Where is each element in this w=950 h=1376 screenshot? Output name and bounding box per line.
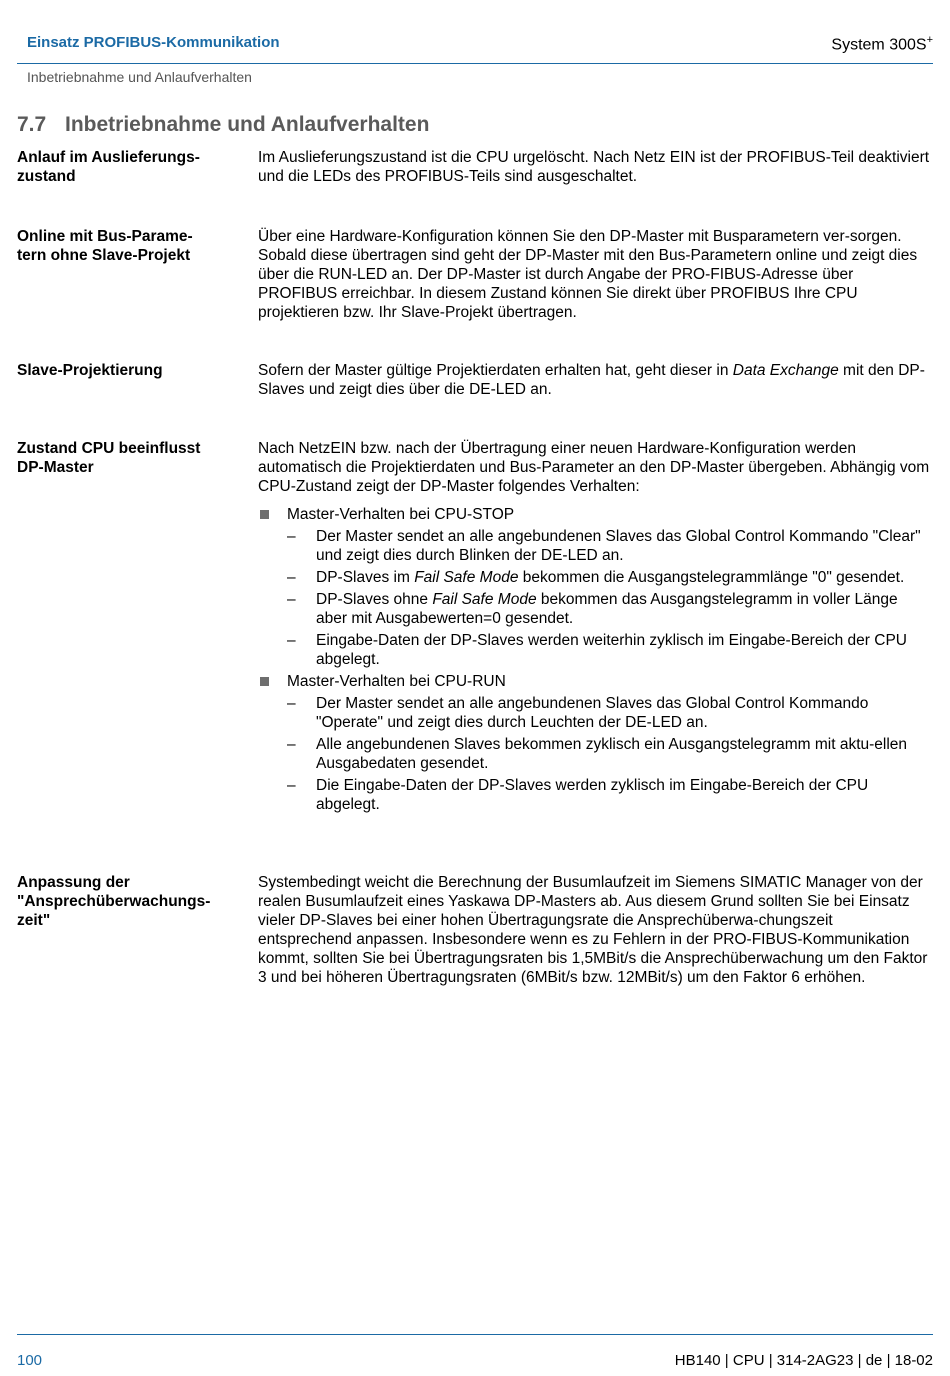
dash-icon: – <box>287 777 296 794</box>
text-segment: mit den DP-Slaves und zeigt dies über die DE-LED an. <box>258 362 925 398</box>
row-text-online: Über eine Hardware-Konfiguration können Sie den DP-Master mit Busparametern ver-sorgen. Sobald diese übertragen sind geht der DP-Master mit den Bus-Parametern online und zeigt dies über die RUN-LED an. Der DP-Master ist durch Angabe der PRO-FIBUS-Adresse über PROFIBUS erreichbar. In diesem Zustand können Sie direkt über PROFIBUS Ihre CPU projektieren bzw. Ihr Slave-Projekt übertragen. <box>258 228 918 321</box>
bullet-item-stop <box>258 505 930 669</box>
dash-icon: – <box>287 528 296 545</box>
footer-divider <box>17 1334 933 1335</box>
row-label-zustand-cpu: Zustand CPU beeinflusst DP-Master <box>17 440 201 476</box>
dash-text: Der Master sendet an alle angebundenen Slaves das Global Control Kommando "Clear" und zeigt dies durch Blinken der DE-LED an. <box>316 528 921 564</box>
page-number: 100 <box>17 1352 43 1369</box>
dash-icon: – <box>287 695 296 712</box>
dash-text-italic: Fail Safe Mode <box>414 569 519 586</box>
bullet-title-run: Master-Verhalten bei CPU-RUN <box>287 673 506 690</box>
header-divider <box>17 63 933 64</box>
dash-text: Eingabe-Daten der DP-Slaves werden weiterhin zyklisch im Eingabe-Bereich der CPU abgelegt. <box>316 632 907 668</box>
row-label-ansprechueberwachung: Anpassung der "Ansprechüberwachungs- zeit" <box>17 874 211 929</box>
section-number: 7.7 <box>17 113 47 136</box>
dash-item <box>287 527 930 565</box>
dash-text: bekommen das Ausgangstelegramm in voller Länge aber mit Ausgabewerten=0 gesendet. <box>316 591 898 627</box>
dash-item <box>287 568 930 587</box>
header-product <box>831 34 933 54</box>
bullet-title-stop: Master-Verhalten bei CPU-STOP <box>287 506 515 523</box>
dash-item <box>287 735 930 773</box>
bullet-list <box>258 505 930 817</box>
header-subtitle: Inbetriebnahme und Anlaufverhalten <box>27 69 252 85</box>
dash-list-stop <box>287 527 930 669</box>
dash-list-run <box>287 694 930 814</box>
header-product-name: System 300S <box>831 36 927 54</box>
row-label-online: Online mit Bus-Parame- tern ohne Slave-Projekt <box>17 228 193 264</box>
dash-text: Die Eingabe-Daten der DP-Slaves werden zyklisch im Eingabe-Bereich der CPU abgelegt. <box>316 777 869 813</box>
dash-icon: – <box>287 591 296 608</box>
row-text-zustand-cpu: Nach NetzEIN bzw. nach der Übertragung einer neuen Hardware-Konfiguration werden automatisch die Projektierdaten und Bus-Parameter an den DP-Master übergeben. Abhängig vom CPU-Zustand zeigt der DP-Master folgendes Verhalten: <box>258 440 930 495</box>
section-heading <box>17 113 429 137</box>
square-bullet-icon <box>260 510 269 519</box>
dash-text: Der Master sendet an alle angebundenen Slaves das Global Control Kommando "Operate" und zeigt dies durch Leuchten der DE-LED an. <box>316 695 869 731</box>
row-label-auslieferung: Anlauf im Auslieferungs- zustand <box>17 149 200 185</box>
row-text-auslieferung: Im Auslieferungszustand ist die CPU urgelöscht. Nach Netz EIN ist der PROFIBUS-Teil deaktiviert und die LEDs des PROFIBUS-Teils sind ausgeschaltet. <box>258 149 930 185</box>
text-segment: Sofern der Master gültige Projektierdaten erhalten hat, geht dieser in <box>258 362 733 379</box>
text-italic-data-exchange: Data Exchange <box>732 362 839 379</box>
dash-text: DP-Slaves ohne <box>316 591 433 608</box>
bullet-item-run <box>258 672 930 814</box>
dash-icon: – <box>287 569 296 586</box>
row-label-slave-projektierung: Slave-Projektierung <box>17 362 163 379</box>
row-text-slave-projektierung <box>258 361 930 399</box>
section-title: Inbetriebnahme und Anlaufverhalten <box>65 113 430 136</box>
dash-item <box>287 590 930 628</box>
header-product-sup: + <box>926 34 933 46</box>
document-id: HB140 | CPU | 314-2AG23 | de | 18-02 <box>674 1352 933 1369</box>
dash-icon: – <box>287 736 296 753</box>
dash-text-italic: Fail Safe Mode <box>432 591 537 608</box>
dash-text: DP-Slaves im <box>316 569 415 586</box>
square-bullet-icon <box>260 677 269 686</box>
dash-text: Alle angebundenen Slaves bekommen zyklisch ein Ausgangstelegramm mit aktu-ellen Ausgabedaten gesendet. <box>316 736 908 772</box>
dash-item <box>287 694 930 732</box>
dash-icon: – <box>287 632 296 649</box>
dash-item <box>287 776 930 814</box>
row-text-ansprechueberwachung: Systembedingt weicht die Berechnung der Busumlaufzeit im Siemens SIMATIC Manager von der realen Busumlaufzeit eines Yaskawa DP-Masters ab. Aus diesem Grund sollten Sie bei Einsatz vieler DP-Slaves bei einer hohen Übertragungsrate die Ansprechüberwa-chungszeit entsprechend anpassen. Insbesondere wenn es zu Fehlern in der PRO-FIBUS-Kommunikation kommt, sollten Sie bei Übertragungsraten bis 1,5MBit/s die Ansprechüberwachung um den Faktor 3 und bei höheren Übertragungsraten (6MBit/s bzw. 12MBit/s) um den Faktor 6 erhöhen. <box>258 874 928 986</box>
dash-item <box>287 631 930 669</box>
dash-text: bekommen die Ausgangstelegrammlänge "0" gesendet. <box>518 569 905 586</box>
header-chapter: Einsatz PROFIBUS-Kommunikation <box>27 34 280 51</box>
